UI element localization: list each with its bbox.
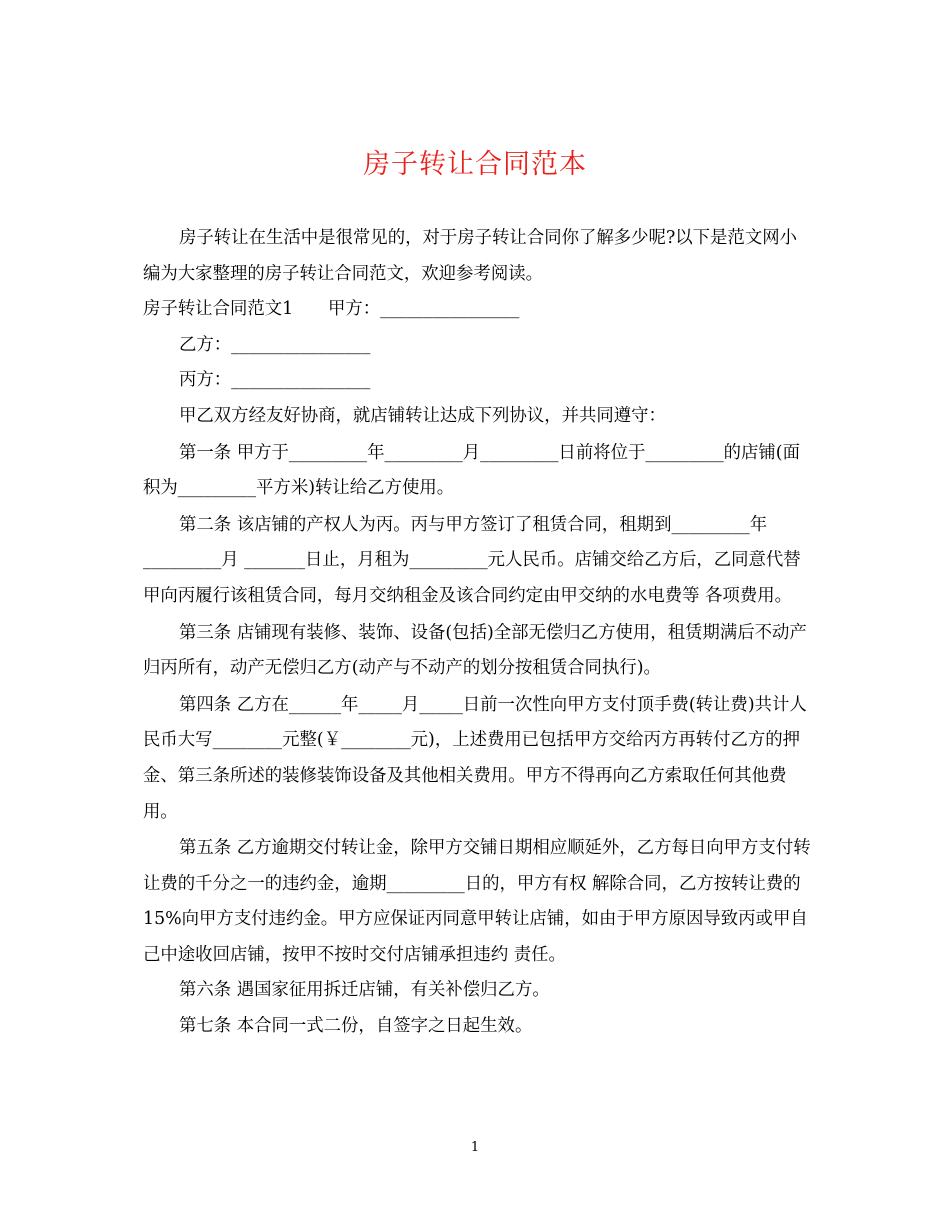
- article-7: 第七条 本合同一式二份，自签字之日起生效。: [179, 1016, 533, 1037]
- party-a-line: 房子转让合同范文1 甲方：________________: [143, 299, 520, 320]
- intro-paragraph: 房子转让在生活中是很常见的，对于房子转让合同你了解多少呢?以下是范文网小编为大家整理的房子转让合同范文，欢迎参考阅读。: [143, 228, 797, 284]
- page-number: 1: [470, 1140, 480, 1155]
- document-title: 房子转让合同范本: [363, 149, 587, 180]
- document-body: [143, 221, 813, 1045]
- party-c-line: 丙方：________________: [179, 370, 371, 391]
- article-5: 第五条 乙方逾期交付转让金，除甲方交铺日期相应顺延外，乙方每日向甲方支付转让费的千分之一的违约金，逾期_________日的，甲方有权 解除合同，乙方按转让费的15%向甲方支付违约金。甲方应保证丙同意甲转让店铺，如由于甲方原因导致丙或甲自己中途收回店铺，按甲不按时交付店铺承担违约 责任。: [143, 838, 811, 965]
- article-3: 第三条 店铺现有装修、装饰、设备(包括)全部无偿归乙方使用，租赁期满后不动产归丙所有，动产无偿归乙方(动产与不动产的划分按租赁合同执行)。: [143, 622, 807, 679]
- article-4: 第四条 乙方在______年_____月_____日前一次性向甲方支付顶手费(转让费)共计人民币大写________元整(￥________元)，上述费用已包括甲方交给丙方再转付乙方的押金、第三条所述的装修装饰设备及其他相关费用。甲方不得再向乙方索取任何其他费用。: [143, 694, 807, 822]
- article-6: 第六条 遇国家征用拆迁店铺，有关补偿归乙方。: [179, 980, 550, 1001]
- article-1: 第一条 甲方于_________年_________月_________日前将位于_________的店铺(面积为_________平方米)转让给乙方使用。: [143, 442, 800, 499]
- article-2: 第二条 该店铺的产权人为丙。丙与甲方签订了租赁合同，租期到_________年_________月 _______日止，月租为_________元人民币。店铺交给乙方后，乙同意代替甲向丙履行该租赁合同，每月交纳租金及该合同约定由甲交纳的水电费等 各项费用。: [143, 514, 801, 606]
- agreement-preamble: 甲乙双方经友好协商，就店铺转让达成下列协议，并共同遵守：: [179, 405, 666, 426]
- party-b-line: 乙方：________________: [179, 334, 371, 355]
